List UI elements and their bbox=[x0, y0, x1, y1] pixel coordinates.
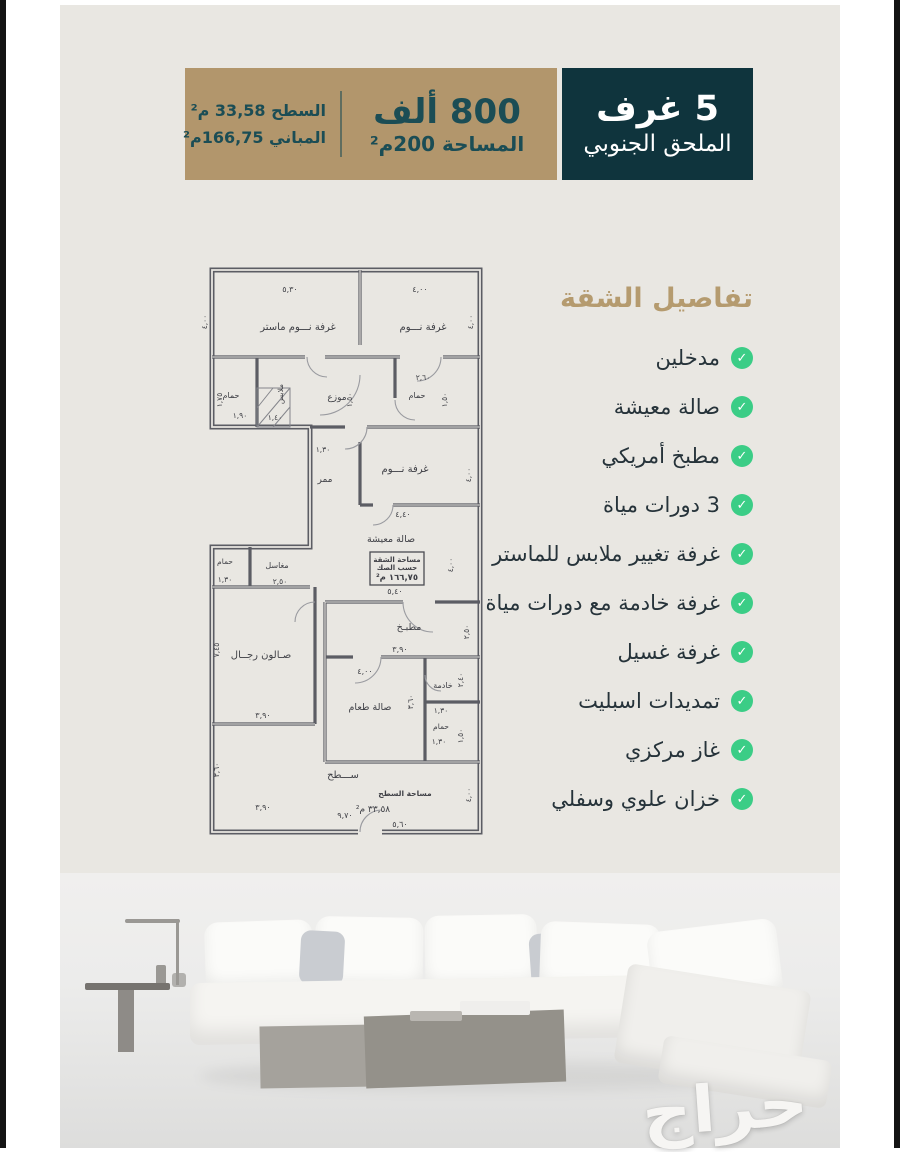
table-book bbox=[410, 1011, 462, 1021]
feature-label: غرفة غسيل bbox=[617, 639, 720, 664]
plan-label: ١,٥٠ bbox=[345, 392, 354, 408]
plan-label: ٥,٣٠ bbox=[282, 285, 298, 294]
plan-label: ٣,٦٠ bbox=[406, 694, 415, 710]
price-divider bbox=[340, 91, 342, 157]
right-black-strip bbox=[894, 0, 900, 1148]
price-side-areas bbox=[182, 100, 340, 147]
plan-label: مطبـخ bbox=[396, 622, 422, 633]
plan-label: ٢,٤٠ bbox=[456, 672, 465, 688]
feature-item bbox=[423, 785, 753, 813]
feature-label: غرفة تغيير ملابس للماستر bbox=[492, 541, 720, 566]
check-icon: ✓ bbox=[731, 788, 753, 810]
plan-label: ٤,٠٠ bbox=[466, 314, 475, 330]
check-icon: ✓ bbox=[731, 641, 753, 663]
plan-label: خادمة bbox=[433, 681, 453, 690]
surface-area: السطح 33,58 م² bbox=[190, 100, 326, 120]
plan-label: ٢,٥٠ bbox=[272, 577, 288, 586]
feature-label: تمديدات اسبليت bbox=[578, 688, 720, 713]
plan-label: ١,٤٠ bbox=[267, 413, 283, 422]
decor-cup bbox=[172, 973, 186, 987]
check-icon: ✓ bbox=[731, 396, 753, 418]
check-icon: ✓ bbox=[731, 543, 753, 565]
plan-label: غرفة نـــوم ماستر bbox=[260, 322, 336, 333]
details-title: تفاصيل الشقة bbox=[560, 283, 753, 314]
plan-label: ١,٩٠ bbox=[232, 411, 248, 420]
feature-item bbox=[423, 638, 753, 666]
feature-label: مطبخ أمريكي bbox=[601, 443, 720, 468]
feature-item bbox=[423, 736, 753, 764]
plan-label: ســـطح bbox=[327, 770, 359, 781]
plan-label: ١,٥٠ bbox=[456, 728, 465, 744]
haraj-watermark: حراج bbox=[639, 1066, 811, 1152]
listing-flyer bbox=[60, 5, 840, 1148]
feature-item bbox=[423, 589, 753, 617]
plan-label: موزع bbox=[327, 393, 347, 403]
left-black-strip bbox=[0, 0, 6, 1148]
rooms-count: 5 غرف bbox=[596, 89, 719, 129]
plan-label: ١,٣٠ bbox=[315, 445, 331, 454]
plan-label: ١,٣٠ bbox=[217, 575, 233, 584]
plan-label: غرفة نـــوم bbox=[381, 464, 429, 475]
plan-label: ٣,٩٠ bbox=[392, 645, 408, 654]
plan-label: ٤,٠٠ bbox=[200, 314, 209, 330]
plan-label: ٢,٥٠ bbox=[462, 624, 471, 640]
feature-label: غاز مركزي bbox=[624, 737, 720, 762]
feature-item bbox=[423, 540, 753, 568]
price-header-box bbox=[182, 68, 557, 180]
feature-item bbox=[423, 344, 753, 372]
feature-label: غرفة خادمة مع دورات مياة bbox=[485, 590, 720, 615]
plan-label: صـالون رجــال bbox=[230, 650, 292, 661]
plan-label: ١,٥٠ bbox=[440, 392, 449, 408]
plan-label: ١,٣٠ bbox=[433, 706, 449, 715]
price-main bbox=[342, 91, 552, 156]
plan-label: ٣,٦٠ bbox=[212, 762, 221, 778]
plan-label: غرفة نـــوم bbox=[399, 322, 447, 333]
apartment-details bbox=[423, 283, 753, 834]
plan-label: مغاسل bbox=[265, 561, 289, 570]
plan-label: ٩,٧٠ bbox=[337, 811, 353, 820]
check-icon: ✓ bbox=[731, 494, 753, 516]
plan-label: مساحة السطح bbox=[378, 789, 432, 798]
plan-label: ٤,٠٠ bbox=[464, 787, 473, 803]
plan-label: مساحة الشقة bbox=[373, 556, 421, 564]
plan-label: حمام bbox=[408, 391, 426, 400]
plan-label: حمام bbox=[222, 391, 240, 400]
check-icon: ✓ bbox=[731, 739, 753, 761]
feature-label: صالة معيشة bbox=[613, 394, 720, 419]
plan-label: ٧,٤٥ bbox=[212, 642, 221, 658]
annex-label: الملحق الجنوبي bbox=[583, 131, 732, 157]
price-value: 800 ألف bbox=[373, 91, 521, 132]
plan-label: ٤,٠٠ bbox=[464, 467, 473, 483]
plan-label: ٣٣,٥٨ م² bbox=[355, 805, 391, 815]
total-area: المساحة 200م² bbox=[369, 131, 525, 156]
sofa-pillow bbox=[299, 930, 346, 986]
plan-label: حسب الصك bbox=[376, 564, 418, 572]
features-list bbox=[423, 344, 753, 813]
plan-label: صالة معيشة bbox=[366, 534, 416, 545]
plan-label: ممر bbox=[317, 475, 333, 485]
plan-label: ١٦٦,٧٥ م² bbox=[375, 573, 419, 583]
plan-label: ملابس bbox=[276, 383, 285, 405]
plan-label: ٥,٦٠ bbox=[392, 820, 408, 829]
feature-item bbox=[423, 491, 753, 519]
plan-label: ٥,٤٠ bbox=[387, 587, 403, 596]
feature-label: خزان علوي وسفلي bbox=[551, 786, 720, 811]
plan-label: ١,٣٠ bbox=[431, 737, 447, 746]
check-icon: ✓ bbox=[731, 445, 753, 467]
feature-item bbox=[423, 687, 753, 715]
plan-label: ٤,٠٠ bbox=[412, 285, 428, 294]
plan-label: ٤,٤٠ bbox=[395, 510, 411, 519]
rooms-header-box bbox=[562, 68, 753, 180]
lamp-arm bbox=[125, 919, 180, 923]
plan-label: ٢,٦٠ bbox=[415, 373, 431, 382]
side-table-top bbox=[85, 983, 170, 990]
plan-label: ٤,٠٠ bbox=[446, 557, 455, 573]
plan-label: ٣,٩٠ bbox=[255, 711, 271, 720]
building-area: المباني 166,75م² bbox=[182, 127, 326, 147]
side-table-leg bbox=[118, 990, 134, 1052]
check-icon: ✓ bbox=[731, 690, 753, 712]
plan-label: ٣,٩٠ bbox=[255, 803, 271, 812]
coffee-table bbox=[364, 1010, 566, 1089]
feature-item bbox=[423, 442, 753, 470]
check-icon: ✓ bbox=[731, 592, 753, 614]
plan-label: صالة طعام bbox=[348, 702, 392, 713]
plan-label: حمام bbox=[433, 722, 449, 731]
plan-label: ٤,٠٠ bbox=[357, 667, 373, 676]
check-icon: ✓ bbox=[731, 347, 753, 369]
plan-label: ١,٧٥ bbox=[215, 392, 224, 408]
table-tray bbox=[460, 1001, 530, 1015]
feature-label: 3 دورات مياة bbox=[603, 492, 720, 517]
plan-label: حمام bbox=[217, 557, 233, 566]
feature-label: مدخلين bbox=[655, 345, 720, 370]
feature-item bbox=[423, 393, 753, 421]
